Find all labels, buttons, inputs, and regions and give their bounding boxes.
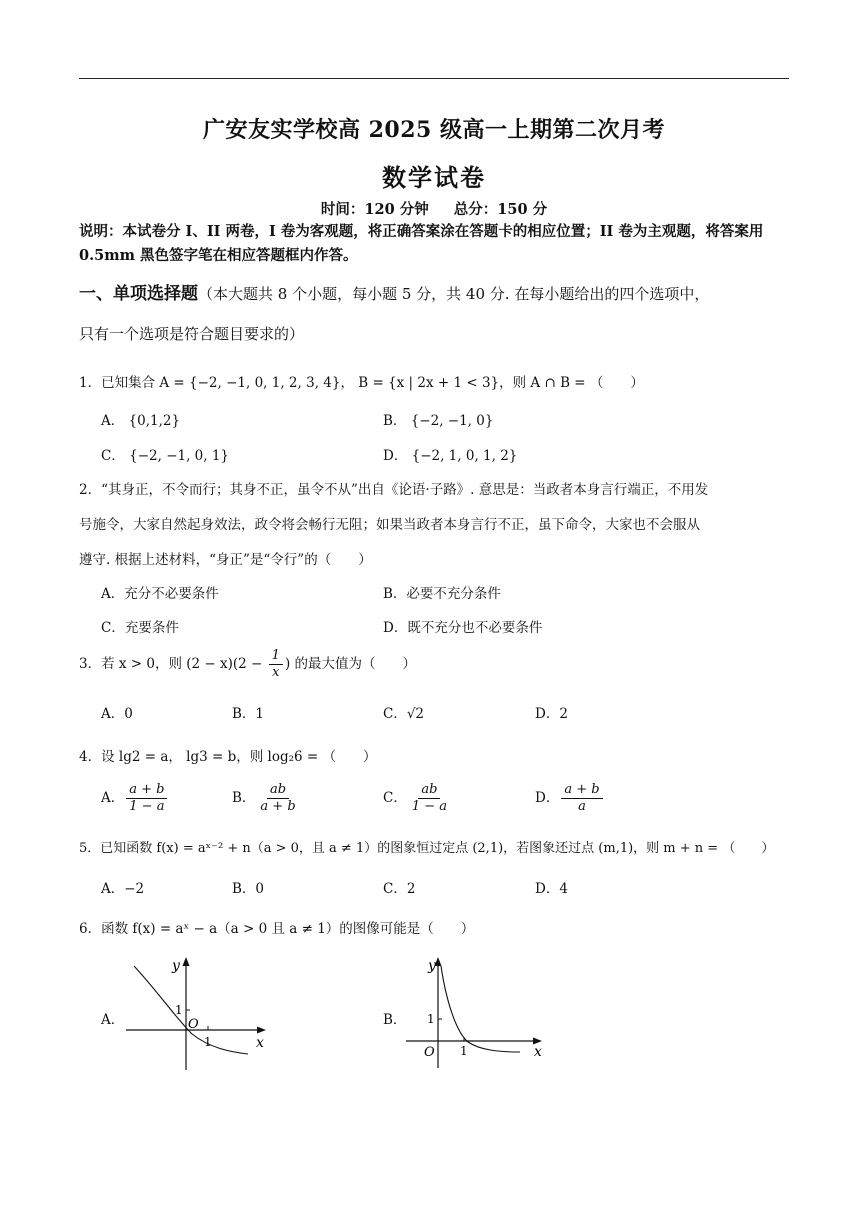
q5-option-d[interactable]: D．4	[535, 881, 568, 897]
question-5	[79, 837, 774, 856]
q1-option-b[interactable]: B． {−2, −1, 0}	[383, 413, 494, 429]
x-one-label: 1	[204, 1035, 212, 1049]
q5-option-b[interactable]: B．0	[232, 881, 265, 897]
fraction-numerator: a + b	[126, 782, 167, 799]
q6-option-b[interactable]: B．	[383, 1012, 407, 1028]
y-axis-arrow	[183, 957, 190, 966]
option-label: A．	[101, 790, 125, 806]
fraction-numerator: ab	[418, 782, 440, 799]
question-number: 5．	[79, 841, 101, 856]
fraction	[561, 782, 602, 815]
exam-info	[0, 198, 868, 219]
fraction-numerator: 1	[269, 648, 283, 665]
origin-label: O	[424, 1045, 435, 1060]
question-text: 设 lg2 = a， lg3 = b，则 log₂6 = （ ）	[101, 749, 377, 765]
option-label: D．	[535, 790, 560, 806]
fraction	[257, 782, 298, 815]
q6-option-a[interactable]: A．	[101, 1012, 125, 1028]
q2-option-a[interactable]: A．充分不必要条件	[101, 586, 219, 602]
fraction	[409, 782, 450, 815]
y-label: y	[428, 958, 436, 974]
x-one-label: 1	[460, 1044, 468, 1058]
instructions: 说明：本试卷分 I、II 两卷，I 卷为客观题，将正确答案涂在答题卡的相应位置；II 卷为主观题，将答案用 0.5mm 黑色签字笔在相应答题框内作答。	[79, 223, 764, 264]
question-text: 已知集合 A = {−2, −1, 0, 1, 2, 3, 4}， B = {x | 2x + 1 < 3}，则 A ∩ B = （ ）	[101, 375, 644, 391]
q1-option-d[interactable]: D． {−2, 1, 0, 1, 2}	[383, 448, 518, 464]
option-label: B．	[232, 790, 256, 806]
q2-option-b[interactable]: B．必要不充分条件	[383, 586, 501, 602]
question-4	[79, 745, 377, 765]
question-text: 已知函数 f(x) = aˣ⁻² + n（a > 0，且 a ≠ 1）的图象恒过定点 (2,1)，若图象还过点 (m,1)，则 m + n = （ ）	[100, 841, 775, 856]
q6-graph-b[interactable]	[402, 952, 552, 1074]
q5-option-c[interactable]: C．2	[383, 881, 416, 897]
question-text: “其身正，不令而行；其身不正，虽令不从”出自《论语·子路》. 意思是：当政者本身言行端正，不用发	[101, 482, 709, 498]
subject-title: 数学试卷	[382, 163, 486, 192]
q3-option-c[interactable]: C．√2	[383, 706, 425, 722]
q4-option-c[interactable]	[383, 782, 452, 815]
q3-option-d[interactable]: D．2	[535, 706, 568, 722]
time-label: 时间：120 分钟	[320, 201, 429, 218]
q3-option-b[interactable]: B．1	[232, 706, 265, 722]
q1-option-a[interactable]: A． {0,1,2}	[101, 413, 181, 429]
q1-option-c[interactable]: C． {−2, −1, 0, 1}	[101, 448, 230, 464]
score-label: 总分：150 分	[453, 201, 548, 218]
question-number: 4．	[79, 749, 102, 765]
x-label: x	[256, 1035, 264, 1051]
q4-option-d[interactable]	[535, 782, 605, 815]
question-number: 1．	[79, 375, 102, 391]
question-text-post: ) 的最大值为（ ）	[284, 656, 416, 672]
q4-option-b[interactable]	[232, 782, 301, 815]
fraction-numerator: a + b	[561, 782, 602, 799]
question-6	[79, 917, 474, 937]
fraction-denominator: x	[272, 665, 280, 680]
option-label: C．	[383, 790, 407, 806]
y-one-label: 1	[427, 1012, 435, 1026]
fraction-numerator: ab	[267, 782, 289, 799]
q5-option-a[interactable]: A．−2	[101, 881, 145, 897]
question-2-line-2: 号施令，大家自然起身效法，政令将会畅行无阻；如果当政者本身言行不正，虽下命令，大家也不会服从	[79, 517, 700, 533]
section-desc-2: 只有一个选项是符合题目要求的）	[79, 325, 305, 343]
section-heading	[79, 279, 709, 304]
fraction-denominator: a	[578, 799, 586, 814]
question-2-line-3: 遵守. 根据上述材料，“身正”是“令行”的（ ）	[79, 552, 372, 568]
section-title: 一、单项选择题	[79, 284, 198, 304]
question-number: 2．	[79, 482, 102, 498]
x-axis-arrow	[257, 1027, 266, 1034]
school-title: 广安友实学校高 2025 级高一上期第二次月考	[202, 117, 666, 143]
function-curve	[134, 966, 248, 1054]
question-number: 6．	[79, 921, 102, 937]
header-rule	[79, 78, 789, 79]
q4-option-a[interactable]	[101, 782, 169, 815]
y-label: y	[172, 958, 180, 974]
q2-option-d[interactable]: D．既不充分也不必要条件	[383, 620, 543, 636]
fraction-denominator: 1 − a	[411, 799, 448, 814]
section-desc-1: （本大题共 8 个小题，每小题 5 分，共 40 分. 在每小题给出的四个选项中，	[198, 285, 710, 303]
x-label: x	[534, 1044, 542, 1060]
question-2-line-1	[79, 478, 708, 498]
question-text-pre: 若 x > 0，则 (2 − x)(2 −	[101, 656, 267, 672]
question-3	[79, 648, 416, 681]
fraction-denominator: 1 − a	[129, 799, 165, 814]
fraction	[126, 782, 167, 815]
fraction	[269, 648, 283, 681]
origin-label: O	[188, 1017, 199, 1032]
fraction-denominator: a + b	[260, 799, 296, 814]
question-1	[79, 371, 644, 391]
y-one-label: 1	[175, 1003, 183, 1017]
q3-option-a[interactable]: A．0	[101, 706, 133, 722]
question-text: 函数 f(x) = aˣ − a（a > 0 且 a ≠ 1）的图像可能是（ ）	[101, 921, 475, 937]
question-number: 3．	[79, 656, 102, 672]
q6-graph-a[interactable]	[120, 952, 270, 1074]
function-curve	[441, 966, 520, 1052]
q2-option-c[interactable]: C．充要条件	[101, 620, 179, 636]
